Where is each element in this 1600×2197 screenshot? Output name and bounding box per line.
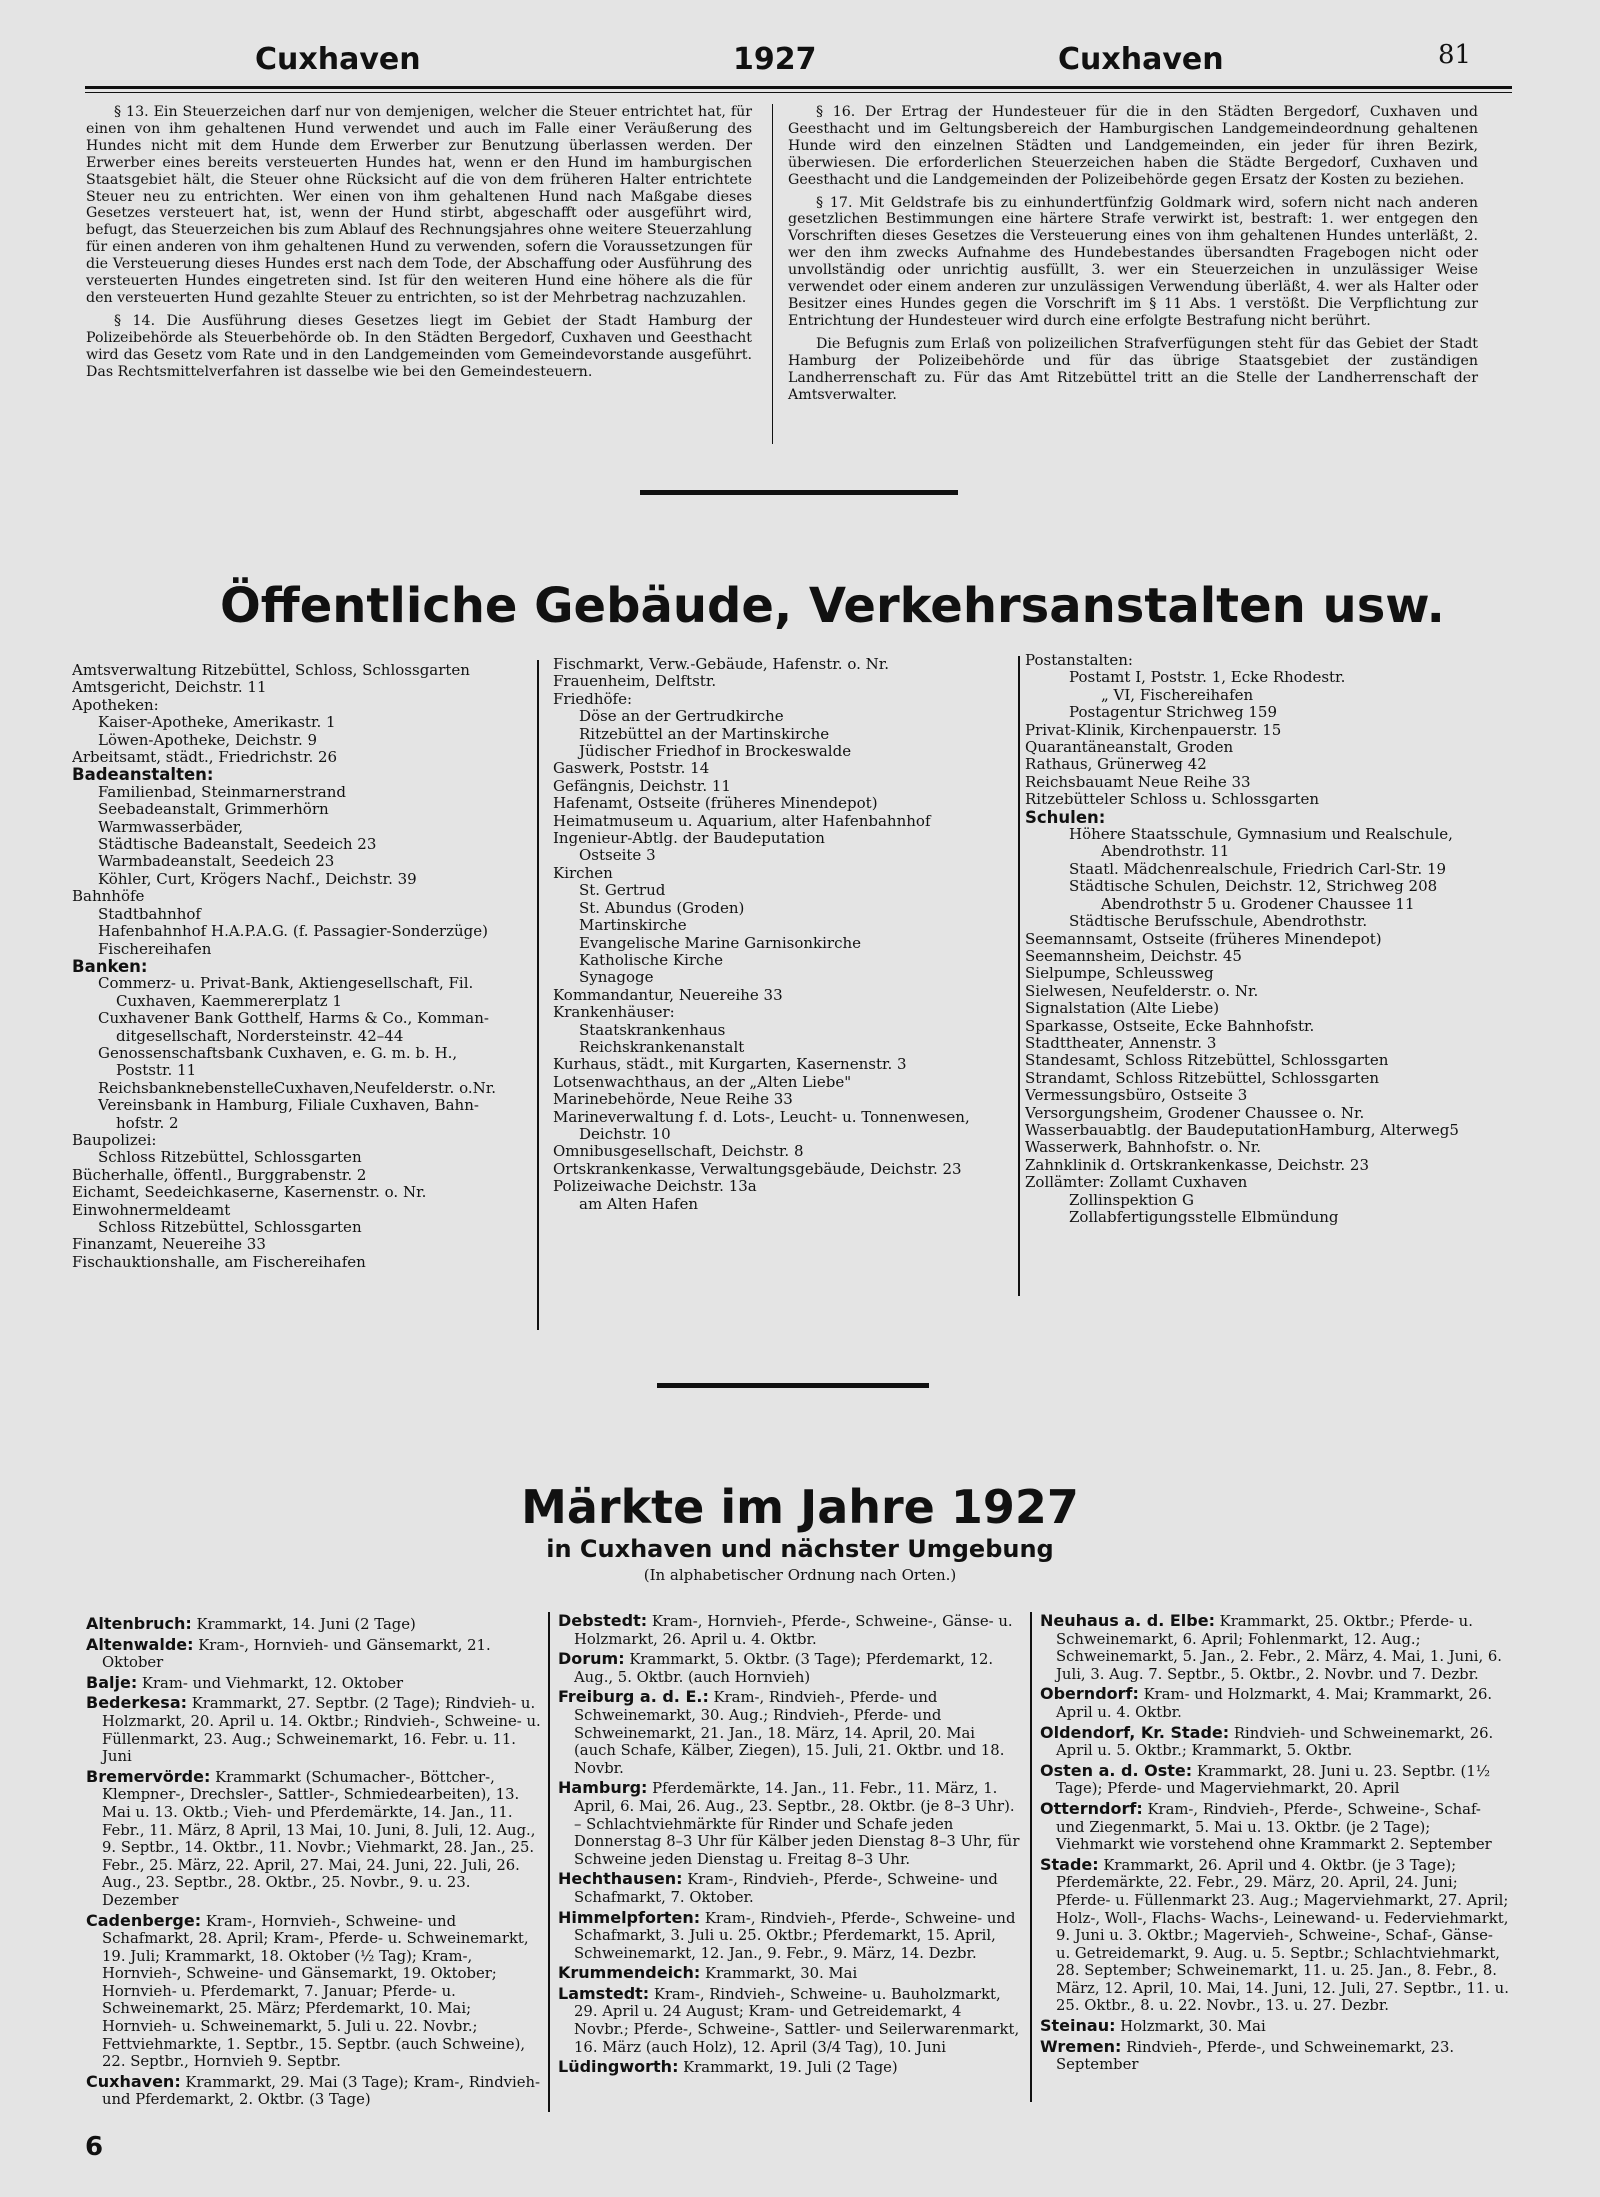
market-dates: Rindvieh-, Pferde-, und Schweinemarkt, 23. September	[1056, 2038, 1455, 2074]
market-place: Otterndorf:	[1040, 1798, 1143, 1818]
market-entry	[1040, 1800, 1510, 1854]
market-entry	[86, 2073, 541, 2109]
building-entry: Kaiser-Apotheke, Amerikastr. 1	[98, 714, 336, 732]
building-entry: Lotsenwachthaus, an der „Alten Liebe"	[553, 1073, 852, 1091]
law-paragraph: § 14. Die Ausführung dieses Gesetzes liegt im Gebiet der Stadt Hamburg der Polizeibehörde als Steuerbehörde ob. In den Städten Bergedorf, Cuxhaven und Geesthacht wird das Gesetz vom Rate und in den Landgemeinden vom Gemeindevorstande ausgeführt. Das Rechtsmittelverfahren ist dasselbe wie bei den Gemeindesteuern.	[86, 312, 752, 380]
building-entry: Schloss Ritzebüttel, Schlossgarten	[98, 1219, 362, 1236]
market-dates: Rindvieh- und Schweinemarkt, 26. April u. 5. Oktbr.; Krammarkt, 5. Oktbr.	[1056, 1724, 1494, 1760]
market-dates: Holzmarkt, 30. Mai	[1115, 2018, 1266, 2036]
market-dates: Kram-, Rindvieh-, Schweine- u. Bauholzmarkt, 29. April u. 24 August; Kram- und Getreidemarkt, 4 Novbr.; Pferde-, Schweine-, Sattler- und Seilerwarenmarkt, 16. März (auch Holz), 12. April (3/4 Tag), 10. Juni	[574, 1985, 1020, 2056]
buildings-column-3	[1025, 652, 1520, 1226]
building-entry: Wasserbauabtlg. der BaudeputationHamburg, Alterweg5	[1025, 1121, 1459, 1139]
building-entry: Zollämter: Zollamt Cuxhaven	[1025, 1174, 1248, 1192]
market-dates: Krammarkt, 28. Juni u. 23. Septbr. (1½ Tage); Pferde- und Magerviehmarkt, 20. April	[1056, 1762, 1491, 1798]
building-entry: Reichsbauamt Neue Reihe 33	[1025, 773, 1251, 791]
header-year: 1927	[733, 42, 817, 77]
building-entry: ReichsbanknebenstelleCuxhaven,Neufelderstr. o.Nr.	[98, 1079, 497, 1097]
law-paragraph: § 16. Der Ertrag der Hundesteuer für die in den Städten Bergedorf, Cuxhaven und Geesthacht und im Geltungsbereich der Hamburgischen Landgemeindeordnung gehaltenen Hunde wird den einzelnen Städten und Landgemeinden, ein jeder für ihren Bezirk, überwiesen. Die erforderlichen Steuerzeichen haben die Städte Bergedorf, Cuxhaven und Geesthacht und die Landgemeinden der Polizeibehörde gegen Ersatz der Kosten zu beziehen.	[788, 104, 1478, 188]
building-entry: Städtische Schulen, Deichstr. 12, Strichweg 208	[1069, 878, 1438, 896]
header-left-title: Cuxhaven	[255, 42, 421, 77]
market-place: Himmelpforten:	[558, 1907, 701, 1927]
market-dates: Kram-, Hornvieh-, Schweine- und Schafmarkt, 28. April; Kram-, Pferde- u. Schweinemarkt, 19. Juli; Krammarkt, 18. Oktober (½ Tag); Kram-, Hornvieh-, Schweine- und Gänsemarkt, 19. Oktober; Hornvieh- u. Pferdemarkt, 7. Januar; Pferde- u. Schweinemarkt, 25. März; Pferdemarkt, 10. Mai; Hornvieh- u. Schweinemarkt, 5. Juli u. 22. Novbr.; Fettviehmarkte, 1. Septbr., 15. Septbr. (auch Schweine), 22. Septbr., Hornvieh 9. Septbr.	[102, 1912, 529, 2071]
building-entry: Quarantäneanstalt, Groden	[1025, 739, 1234, 757]
building-entry: Amtsverwaltung Ritzebüttel, Schloss, Schlossgarten	[72, 662, 470, 679]
building-entry: Wasserwerk, Bahnhofstr. o. Nr.	[1025, 1139, 1262, 1157]
building-entry: Warmwasserbäder,	[98, 818, 243, 836]
building-entry: Sparkasse, Ostseite, Ecke Bahnhofstr.	[1025, 1017, 1315, 1035]
building-entry: Krankenhäuser:	[553, 1004, 675, 1022]
building-entry: Kurhaus, städt., mit Kurgarten, Kasernenstr. 3	[553, 1056, 907, 1074]
column-divider	[548, 1612, 550, 2112]
building-entry: Zahnklinik d. Ortskrankenkasse, Deichstr. 23	[1025, 1156, 1369, 1174]
building-entry: Postamt I, Poststr. 1, Ecke Rhodestr.	[1069, 669, 1346, 687]
building-entry: Evangelische Marine Garnisonkirche	[579, 934, 862, 952]
building-entry: Ostseite 3	[579, 847, 656, 865]
building-entry: Standesamt, Schloss Ritzebüttel, Schlossgarten	[1025, 1052, 1389, 1070]
market-dates: Pferdemärkte, 14. Jan., 11. Febr., 11. März, 1. April, 6. Mai, 26. Aug., 23. Septbr., 28. Oktbr. (je 8–3 Uhr). – Schlachtviehmärkte für Rinder und Schafe jeden Donnerstag 8–3 Uhr für Kälber jeden Dienstag 8–3 Uhr, für Schweine jeden Dienstag u. Freitag 8–3 Uhr.	[574, 1780, 1020, 1868]
building-entry: „ VI, Fischereihafen	[1101, 686, 1254, 704]
buildings-column-2	[553, 656, 1013, 1213]
market-place: Cuxhaven:	[86, 2071, 181, 2091]
building-entry: am Alten Hafen	[579, 1195, 699, 1213]
column-divider	[1018, 656, 1020, 1296]
markets-column-1	[86, 1615, 541, 2111]
market-place: Hamburg:	[558, 1778, 648, 1798]
building-entry: Deichstr. 10	[579, 1125, 671, 1143]
market-entry	[558, 1909, 1020, 1963]
building-entry: Städtische Berufsschule, Abendrothstr.	[1069, 913, 1368, 931]
market-place: Altenwalde:	[86, 1634, 194, 1654]
header-right-title: Cuxhaven	[1058, 42, 1224, 77]
building-entry: Apotheken:	[72, 696, 159, 714]
building-entry: Polizeiwache Deichstr. 13a	[553, 1178, 757, 1196]
building-entry: Ritzebüttel an der Martinskirche	[579, 725, 830, 743]
building-entry: Kirchen	[553, 864, 613, 882]
market-place: Lüdingworth:	[558, 2057, 679, 2077]
building-entry: Vereinsbank in Hamburg, Filiale Cuxhaven, Bahn-	[98, 1097, 479, 1115]
header-rule	[85, 86, 1512, 89]
market-entry	[1040, 1724, 1510, 1760]
building-entry: Einwohnermeldeamt	[72, 1201, 231, 1219]
market-entry	[86, 1694, 541, 1765]
building-entry: hofstr. 2	[116, 1114, 179, 1132]
building-entry: Zollabfertigungsstelle Elbmündung	[1069, 1209, 1339, 1226]
building-entry: Sielwesen, Neufelderstr. o. Nr.	[1025, 982, 1259, 1000]
column-divider	[537, 660, 539, 1330]
building-entry: Versorgungsheim, Grodener Chaussee o. Nr.	[1025, 1104, 1365, 1122]
law-text-right	[788, 104, 1478, 409]
market-dates: Kram-, Rindvieh-, Pferde- und Schweinemarkt, 30. Aug.; Rindvieh-, Pferde- und Schweinemarkt, 21. Jan., 18. März, 14. April, 20. Mai (auch Schafe, Kälber, Ziegen), 15. Juli, 21. Oktbr. und 18. Novbr.	[574, 1689, 1005, 1777]
market-place: Steinau:	[1040, 2016, 1116, 2036]
building-entry: Stadttheater, Annenstr. 3	[1025, 1034, 1217, 1052]
market-entry	[1040, 2038, 1510, 2074]
building-entry: Commerz- u. Privat-Bank, Aktiengesellschaft, Fil.	[98, 975, 474, 993]
law-paragraph: § 17. Mit Geldstrafe bis zu einhundertfünfzig Goldmark wird, sofern nicht nach anderen gesetzlichen Bestimmungen eine härtere Strafe verwirkt ist, bestraft: 1. wer entgegen den Vorschriften dieses Gesetzes die Versteuerung eines von ihm gehaltenen Hundes unterläßt, 2. wer den ihm zwecks Aufnahme des Hundebestandes übersandten Fragebogen nicht oder unvollständig oder unrichtig ausfüllt, 3. wer ein Steuerzeichen in unzulässiger Weise verwendet oder einem anderen zur unzulässigen Verwendung überläßt, 4. wer als Halter oder Besitzer eines Hundes gegen die Vorschrift im § 11 Abs. 1 verstößt. Die Verpflichtung zur Entrichtung der Hundesteuer wird durch eine erfolgte Bestrafung nicht berührt.	[788, 194, 1478, 329]
building-entry: Finanzamt, Neuereihe 33	[72, 1236, 266, 1254]
market-entry	[1040, 1856, 1510, 2015]
buildings-column-1	[72, 662, 532, 1271]
building-entry: Stadtbahnhof	[98, 905, 201, 923]
markets-column-2	[558, 1612, 1020, 2079]
building-entry: Köhler, Curt, Krögers Nachf., Deichstr. 39	[98, 870, 417, 888]
market-place: Bederkesa:	[86, 1693, 188, 1713]
market-place: Dorum:	[558, 1649, 625, 1669]
building-entry: Vermessungsbüro, Ostseite 3	[1025, 1087, 1248, 1105]
building-entry: Seebadeanstalt, Grimmerhörn	[98, 801, 329, 819]
header-rule-thin	[85, 92, 1512, 93]
building-entry: Staatl. Mädchenrealschule, Friedrich Carl-Str. 19	[1069, 860, 1447, 878]
building-entry: Schulen:	[1025, 808, 1106, 827]
footer-number: 6	[85, 2132, 104, 2162]
building-entry: Eichamt, Seedeichkaserne, Kasernenstr. o. Nr.	[72, 1184, 427, 1202]
building-entry: Gaswerk, Poststr. 14	[553, 760, 710, 778]
building-entry: Fischereihafen	[98, 940, 212, 958]
building-entry: Badeanstalten:	[72, 766, 214, 784]
market-entry	[558, 2058, 1020, 2077]
building-entry: Zollinspektion G	[1069, 1191, 1195, 1209]
market-entry	[1040, 1685, 1510, 1721]
building-entry: Bücherhalle, öffentl., Burggrabenstr. 2	[72, 1166, 367, 1184]
market-entry	[86, 1674, 541, 1693]
building-entry: Synagoge	[579, 969, 654, 987]
market-dates: Krammarkt, 29. Mai (3 Tage); Kram-, Rindvieh- und Pferdemarkt, 2. Oktbr. (3 Tage)	[102, 2073, 541, 2109]
law-divider	[772, 104, 773, 444]
market-dates: Kram-, Rindvieh-, Pferde-, Schweine-, Schaf- und Ziegenmarkt, 5. Mai u. 13. Oktbr. (je 2 Tage); Viehmarkt wie vorstehend ohne Krammarkt 2. September	[1056, 1800, 1492, 1854]
market-entry	[558, 1870, 1020, 1906]
building-entry: Sielpumpe, Schleussweg	[1025, 965, 1214, 983]
market-place: Bremervörde:	[86, 1766, 211, 1786]
building-entry: Frauenheim, Delftstr.	[553, 673, 717, 691]
markets-title: Märkte im Jahre 1927	[521, 1480, 1079, 1534]
building-entry: Katholische Kirche	[579, 951, 723, 969]
building-entry: Marinebehörde, Neue Reihe 33	[553, 1091, 793, 1109]
market-entry	[558, 1650, 1020, 1686]
building-entry: Kommandantur, Neuereihe 33	[553, 986, 783, 1004]
building-entry: Rathaus, Grünerweg 42	[1025, 756, 1207, 774]
market-entry	[1040, 1612, 1510, 1683]
market-dates: Kram-, Rindvieh-, Pferde-, Schweine- und Schafmarkt, 7. Oktober.	[574, 1871, 998, 1906]
building-entry: Fischmarkt, Verw.-Gebäude, Hafenstr. o. Nr.	[553, 656, 890, 673]
building-entry: Seemannsamt, Ostseite (früheres Minendepot)	[1025, 930, 1382, 948]
law-paragraph: Die Befugnis zum Erlaß von polizeilichen Strafverfügungen steht für das Gebiet der Stadt Hamburg der Polizeibehörde und für das übrige Staatsgebiet der zuständigen Landherrenschaft zu. Für das Amt Ritzebüttel tritt an die Stelle der Landherrenschaft der Amtsverwalter.	[788, 335, 1478, 403]
market-entry	[86, 1636, 541, 1672]
building-entry: Privat-Klinik, Kirchenpauerstr. 15	[1025, 721, 1282, 739]
market-dates: Krammarkt, 19. Juli (2 Tage)	[678, 2059, 898, 2077]
building-entry: Bahnhöfe	[72, 888, 145, 906]
building-entry: Löwen-Apotheke, Deichstr. 9	[98, 731, 318, 749]
law-paragraph: § 13. Ein Steuerzeichen darf nur von demjenigen, welcher die Steuer entrichtet hat, für einen von ihm gehaltenen Hund verwendet und auch im Falle einer Veräußerung des Hundes nicht mit dem Hunde dem Erwerber zur Benutzung überlassen werden. Der Erwerber eines bereits versteuerten Hundes hat, wenn er den Hund im hamburgischen Staatsgebiet hält, die Steuer ohne Rücksicht auf die von dem früheren Halter entrichtete Steuer neu zu entrichten. Wer einen von ihm gehaltenen Hund nach Maßgabe dieses Gesetzes versteuert hat, ist, wenn der Hund stirbt, abgeschafft oder ausgeführt wird, befugt, das Steuerzeichen bis zum Ablauf des Rechnungsjahres ohne weitere Steuerzahlung für einen anderen von ihm gehaltenen Hund zu verwenden, sofern die Voraussetzungen für die Versteuerung dieses Hundes erst nach dem Tode, der Abschaffung oder Ausführung des versteuerten Hundes eingetreten sind. Ist für den weiteren Hund eine höhere als die für den versteuerten Hund gezahlte Steuer zu entrichten, so ist der Mehrbetrag nachzuzahlen.	[86, 104, 752, 306]
market-entry	[1040, 1762, 1510, 1798]
market-dates: Krammarkt, 26. April und 4. Oktbr. (je 3 Tage); Pferdemärkte, 22. Febr., 29. März, 20. April, 24. Juni; Pferde- u. Füllenmarkt 23. Aug.; Magerviehmarkt, 27. April; Holz-, Woll-, Flachs- Wachs-, Leinewand- u. Federviehmarkt, 9. Juni u. 3. Oktbr.; Magervieh-, Schweine-, Schaf-, Gänse- u. Getreidemarkt, 9. Aug. u. 5. Septbr.; Schlachtviehmarkt, 28. September; Schweinemarkt, 11. u. 25. Jan., 8. Febr., 8. März, 12. April, 10. Mai, 14. Juni, 12. Juli, 27. Septbr., 11. u. 25. Oktbr., 8. u. 22. Novbr., 13. u. 27. Dezbr.	[1056, 1856, 1509, 2015]
building-entry: Postanstalten:	[1025, 652, 1133, 669]
market-place: Debstedt:	[558, 1611, 648, 1630]
building-entry: Martinskirche	[579, 917, 687, 935]
building-entry: Reichskrankenanstalt	[579, 1038, 745, 1056]
section-separator	[657, 1383, 929, 1388]
building-entry: Abendrothstr 5 u. Grodener Chaussee 11	[1101, 895, 1415, 913]
market-place: Balje:	[86, 1672, 138, 1692]
market-place: Oberndorf:	[1040, 1684, 1139, 1704]
market-dates: Krammarkt, 14. Juni (2 Tage)	[191, 1616, 416, 1633]
page-number: 81	[1438, 40, 1472, 70]
building-entry: Hafenbahnhof H.A.P.A.G. (f. Passagier-Sonderzüge)	[98, 923, 488, 941]
market-dates: Krammarkt (Schumacher-, Böttcher-, Klempner-, Drechsler-, Sattler-, Schmiedearbeiten), 13. Mai u. 13. Oktb.; Vieh- und Pferdemärkte, 14. Jan., 11. Febr., 11. März, 8 April, 13 Mai, 10. Juni, 8. Juli, 12. Aug., 9. Septbr., 14. Oktbr., 11. Novbr.; Viehmarkt, 28. Jan., 25. Febr., 25. März, 22. April, 27. Mai, 24. Juni, 22. Juli, 26. Aug., 23. Septbr., 28. Oktbr., 25. Novbr., 9. u. 23. Dezember	[102, 1768, 536, 1909]
market-dates: Krammarkt, 25. Oktbr.; Pferde- u. Schweinemarkt, 6. April; Fohlenmarkt, 12. Aug.; Schweinemarkt, 5. Jan., 2. Febr., 2. März, 4. Mai, 1. Juni, 6. Juli, 3. Aug. 7. Septbr., 5. Oktbr., 2. Novbr. und 7. Dezbr.	[1056, 1613, 1502, 1683]
building-entry: Höhere Staatsschule, Gymnasium und Realschule,	[1069, 826, 1453, 844]
building-entry: Staatskrankenhaus	[579, 1021, 726, 1039]
building-entry: Strandamt, Schloss Ritzebüttel, Schlossgarten	[1025, 1069, 1380, 1087]
building-entry: Döse an der Gertrudkirche	[579, 708, 784, 726]
building-entry: Ortskrankenkasse, Verwaltungsgebäude, Deichstr. 23	[553, 1160, 962, 1178]
market-entry	[558, 1688, 1020, 1777]
law-text-left	[86, 104, 752, 387]
market-entry	[558, 1964, 1020, 1983]
market-place: Neuhaus a. d. Elbe:	[1040, 1611, 1215, 1630]
market-dates: Kram-, Rindvieh-, Pferde-, Schweine- und Schafmarkt, 3. Juli u. 25. Oktbr.; Pferdemarkt, 15. April, Schweinemarkt, 12. Jan., 9. Febr., 9. März, 14. Dezbr.	[574, 1909, 1016, 1962]
market-dates: Krammarkt, 27. Septbr. (2 Tage); Rindvieh- u. Holzmarkt, 20. April u. 14. Oktbr.; Rindvieh-, Schweine- u. Füllenmarkt, 23. Aug.; Schweinemarkt, 16. Febr. u. 11. Juni	[102, 1695, 541, 1766]
market-entry	[558, 1985, 1020, 2056]
building-entry: Seemannsheim, Deichstr. 45	[1025, 947, 1242, 965]
markets-note: (In alphabetischer Ordnung nach Orten.)	[643, 1566, 957, 1584]
market-place: Altenbruch:	[86, 1614, 192, 1633]
building-entry: Cuxhavener Bank Gotthelf, Harms & Co., Komman-	[98, 1010, 489, 1028]
building-entry: Cuxhaven, Kaemmererplatz 1	[116, 992, 342, 1010]
market-entry	[86, 1912, 541, 2071]
building-entry: Poststr. 11	[116, 1062, 197, 1080]
building-entry: Signalstation (Alte Liebe)	[1025, 1000, 1220, 1018]
market-dates: Krammarkt, 30. Mai	[700, 1965, 858, 1983]
market-entry	[558, 1779, 1020, 1868]
market-entry	[86, 1615, 541, 1634]
building-entry: Banken:	[72, 957, 148, 976]
market-place: Stade:	[1040, 1854, 1099, 1874]
building-entry: Omnibusgesellschaft, Deichstr. 8	[553, 1143, 804, 1161]
building-entry: Amtsgericht, Deichstr. 11	[72, 679, 267, 697]
building-entry: Heimatmuseum u. Aquarium, alter Hafenbahnhof	[553, 812, 931, 830]
building-entry: Gefängnis, Deichstr. 11	[553, 777, 731, 795]
market-place: Freiburg a. d. E.:	[558, 1687, 709, 1707]
buildings-title: Öffentliche Gebäude, Verkehrsanstalten usw.	[220, 578, 1445, 634]
building-entry: St. Abundus (Groden)	[579, 899, 745, 917]
building-entry: Städtische Badeanstalt, Seedeich 23	[98, 836, 377, 854]
building-entry: Genossenschaftsbank Cuxhaven, e. G. m. b. H.,	[98, 1044, 458, 1062]
market-place: Lamstedt:	[558, 1983, 650, 2003]
market-place: Cadenberge:	[86, 1910, 202, 1930]
section-separator	[640, 490, 958, 495]
building-entry: Schloss Ritzebüttel, Schlossgarten	[98, 1149, 362, 1167]
building-entry: Fischauktionshalle, am Fischereihafen	[72, 1253, 366, 1271]
building-entry: Abendrothstr. 11	[1101, 843, 1230, 861]
market-dates: Krammarkt, 5. Oktbr. (3 Tage); Pferdemarkt, 12. Aug., 5. Oktbr. (auch Hornvieh)	[574, 1651, 994, 1686]
building-entry: Postagentur Strichweg 159	[1069, 704, 1278, 722]
column-divider	[1030, 1612, 1032, 2102]
building-entry: St. Gertrud	[579, 882, 666, 900]
building-entry: Marineverwaltung f. d. Lots-, Leucht- u. Tonnenwesen,	[553, 1108, 970, 1126]
market-entry	[1040, 2017, 1510, 2036]
market-place: Krummendeich:	[558, 1963, 701, 1983]
building-entry: Warmbadeanstalt, Seedeich 23	[98, 853, 335, 871]
market-place: Osten a. d. Oste:	[1040, 1760, 1193, 1780]
building-entry: Familienbad, Steinmarnerstrand	[98, 783, 346, 801]
building-entry: Friedhöfe:	[553, 690, 633, 708]
market-place: Wremen:	[1040, 2036, 1122, 2056]
building-entry: ditgesellschaft, Nordersteinstr. 42–44	[116, 1027, 404, 1045]
building-entry: Ritzebütteler Schloss u. Schlossgarten	[1025, 791, 1320, 809]
market-dates: Kram- und Holzmarkt, 4. Mai; Krammarkt, 26. April u. 4. Oktbr.	[1056, 1686, 1493, 1721]
market-dates: Kram- und Viehmarkt, 12. Oktober	[137, 1674, 404, 1692]
market-dates: Kram-, Hornvieh-, Pferde-, Schweine-, Gänse- u. Holzmarkt, 26. April u. 4. Oktbr.	[574, 1613, 1013, 1648]
markets-column-3	[1040, 1612, 1510, 2076]
building-entry: Arbeitsamt, städt., Friedrichstr. 26	[72, 749, 338, 767]
building-entry: Baupolizei:	[72, 1131, 157, 1149]
market-entry	[86, 1768, 541, 1910]
market-place: Oldendorf, Kr. Stade:	[1040, 1722, 1230, 1742]
building-entry: Ingenieur-Abtlg. der Baudeputation	[553, 830, 825, 848]
building-entry: Jüdischer Friedhof in Brockeswalde	[579, 743, 852, 761]
building-entry: Hafenamt, Ostseite (früheres Minendepot)	[553, 795, 878, 813]
markets-subtitle: in Cuxhaven und nächster Umgebung	[546, 1535, 1054, 1563]
market-dates: Kram-, Hornvieh- und Gänsemarkt, 21. Oktober	[102, 1636, 491, 1672]
market-entry	[558, 1612, 1020, 1648]
market-place: Hechthausen:	[558, 1869, 683, 1889]
